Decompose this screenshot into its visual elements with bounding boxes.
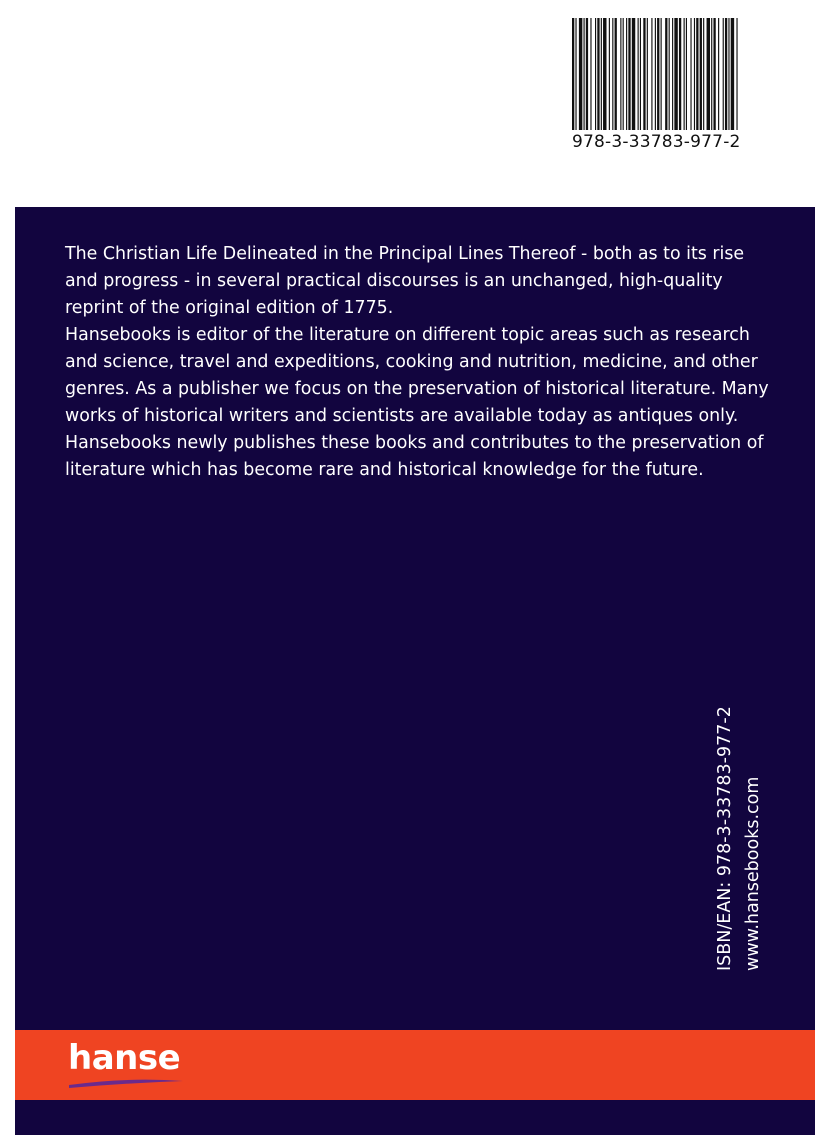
logo-swoosh-icon — [67, 1075, 185, 1089]
barcode — [572, 18, 741, 158]
website-text: www.hansebooks.com — [743, 776, 763, 971]
blurb-paragraph-book: The Christian Life Delineated in the Principal Lines Thereof - both as to its rise and progress - in several practical discourses is an unchanged, high-quality reprint of the original edition of 1775. — [65, 244, 745, 318]
brand-bar — [15, 1030, 815, 1100]
hanse-logo: hanse — [68, 1038, 181, 1078]
blurb-text — [65, 241, 775, 484]
barcode-image — [572, 18, 738, 130]
cover-panel — [15, 207, 815, 1135]
spine-info — [715, 697, 777, 977]
isbn-text: ISBN/EAN: 978-3-33783-977-2 — [715, 706, 735, 971]
barcode-number: 978-3-33783-977-2 — [572, 132, 741, 152]
blurb-paragraph-publisher: Hansebooks is editor of the literature on different topic areas such as research and science, travel and expeditions, cooking and nutrition, medicine, and other genres. As a publisher we focus on the preservation of historical literature. Many works of historical writers and scientists are available today as antiques only. Hansebooks newly publishes these books and contributes to the preservation of literature which has become rare and historical knowledge for the future. — [65, 325, 769, 480]
